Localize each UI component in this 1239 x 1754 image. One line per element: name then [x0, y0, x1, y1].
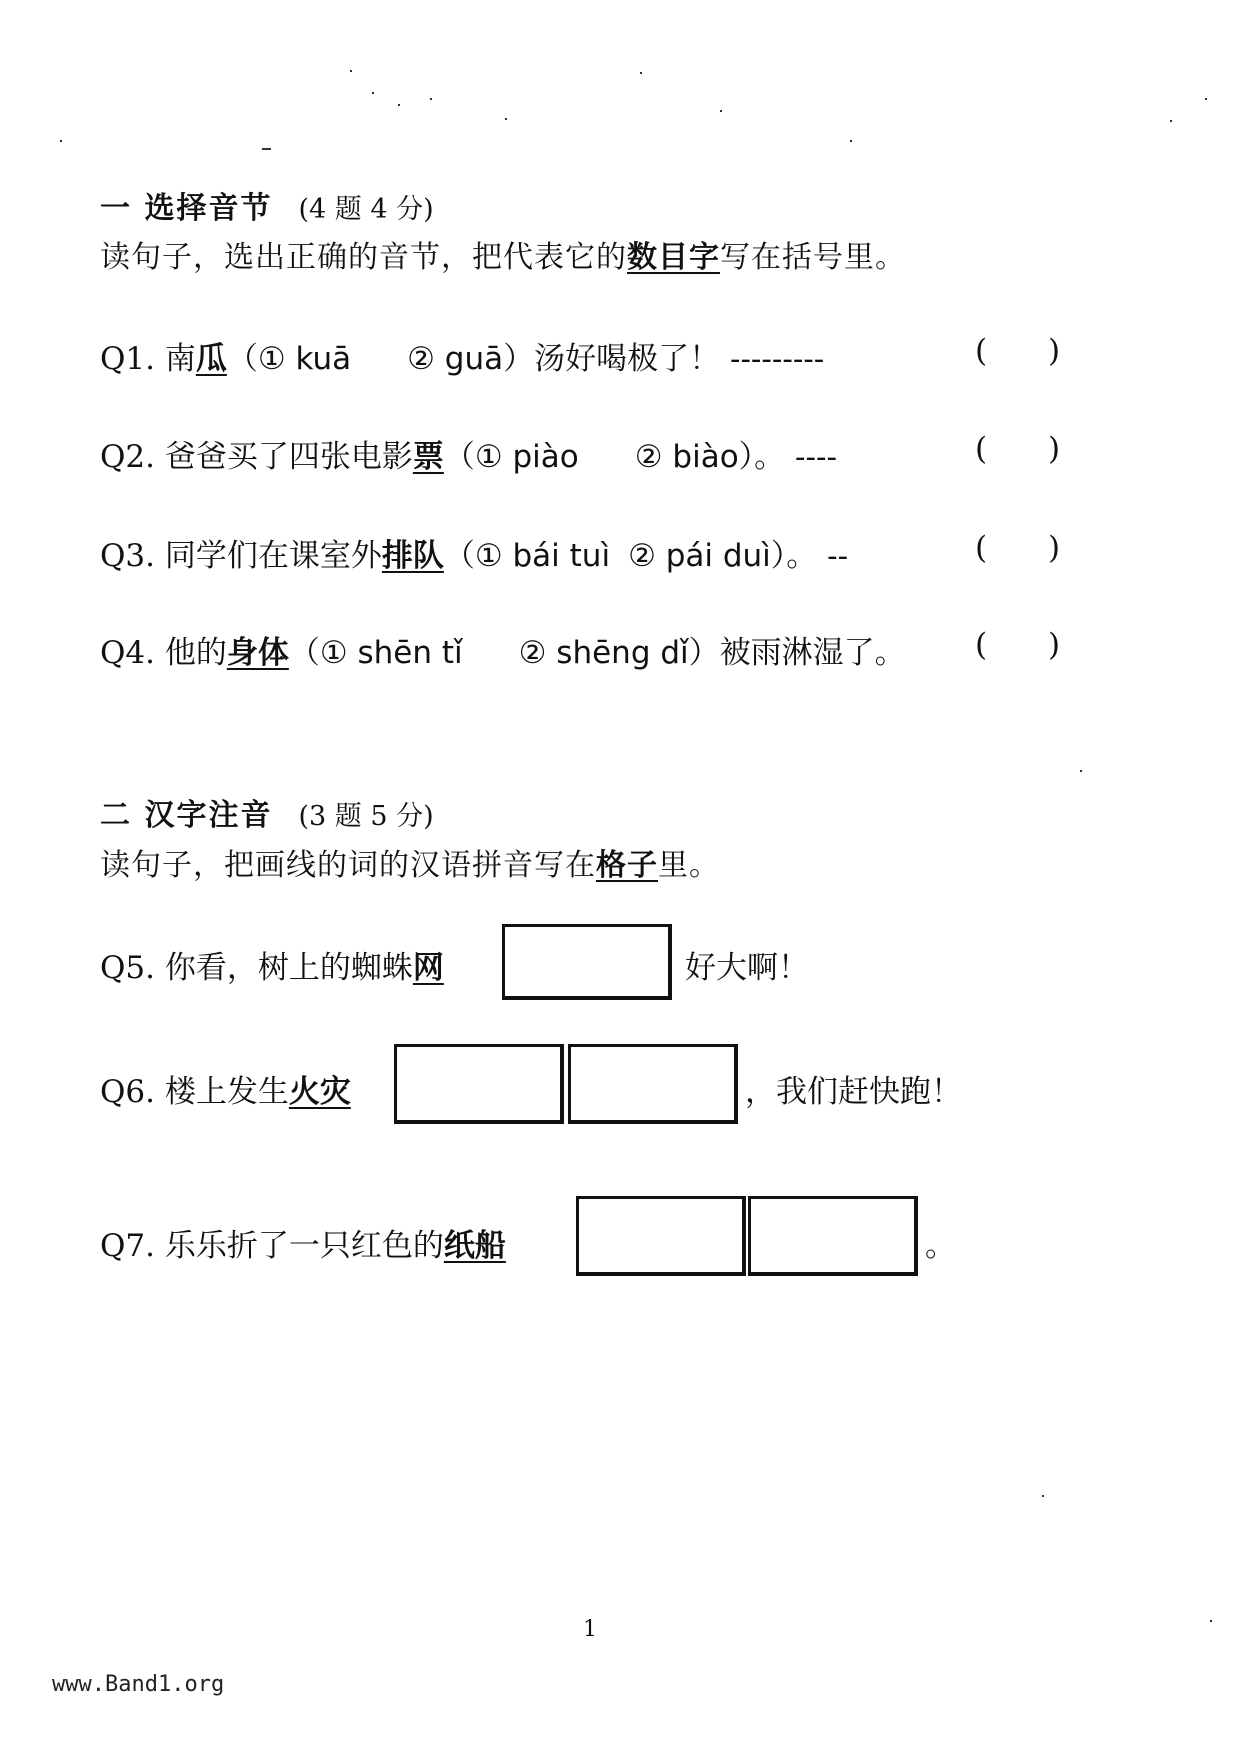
instruction-text: 读句子，选出正确的音节，把代表它的	[100, 240, 627, 275]
answer-paren-q1-close	[1048, 333, 1060, 369]
section-1-points: (4 题 4 分)	[298, 194, 434, 225]
option-2[interactable]: ② guā	[407, 341, 504, 377]
answer-leader: --	[827, 538, 849, 574]
scan-speck	[505, 118, 507, 120]
question-key-word: 排队	[381, 538, 444, 574]
instruction-text: 里。	[658, 848, 720, 883]
scan-speck	[1042, 1495, 1044, 1497]
instruction-key: 格子	[596, 848, 658, 883]
paren-open: (	[975, 627, 988, 663]
option-1[interactable]: ① kuā	[257, 341, 352, 377]
option-2[interactable]: ② biào	[634, 439, 739, 475]
paren-open: (	[975, 333, 988, 369]
question-q4: Q4. 他的身体（① shēn tǐ ② shēng dǐ）被雨淋湿了。	[100, 635, 906, 671]
pinyin-answer-box[interactable]	[568, 1044, 738, 1124]
question-text: 他的	[164, 635, 227, 671]
scan-speck	[372, 92, 374, 94]
answer-paren-q3-close	[1048, 530, 1060, 566]
question-key-word: 纸船	[443, 1228, 506, 1264]
question-number: Q4.	[100, 635, 155, 671]
section-1-heading	[100, 183, 434, 227]
scan-speck	[1205, 98, 1207, 100]
question-text: ，我们赶快跑！	[745, 1074, 962, 1110]
page-number: 1	[583, 1617, 597, 1642]
scan-speck	[720, 110, 722, 112]
option-1[interactable]: ① shēn tǐ	[319, 635, 463, 671]
question-text: 同学们在课室外	[164, 538, 382, 574]
paren-open: (	[975, 431, 988, 467]
question-text: 爸爸买了四张电影	[164, 439, 413, 475]
question-text: 楼上发生	[164, 1074, 289, 1110]
question-q6-tail	[745, 1066, 962, 1111]
question-text: 。	[925, 1228, 956, 1264]
answer-paren-q4[interactable]	[975, 627, 987, 663]
question-q7-tail	[925, 1220, 956, 1265]
question-q7	[100, 1220, 506, 1265]
scan-speck	[430, 98, 432, 100]
scan-speck	[350, 70, 352, 72]
paren-open: (	[975, 530, 988, 566]
question-q5	[100, 942, 444, 987]
answer-paren-q2-close	[1048, 431, 1060, 467]
scan-speck	[60, 140, 62, 142]
question-number: Q3.	[100, 538, 155, 574]
scan-speck	[640, 72, 642, 74]
answer-paren-q2[interactable]	[975, 431, 987, 467]
question-text: 你看，树上的蜘蛛	[164, 950, 413, 986]
question-text: 好大啊！	[685, 950, 809, 986]
pinyin-answer-box[interactable]	[502, 924, 672, 1000]
question-key-word: 网	[412, 950, 444, 986]
answer-paren-q1[interactable]	[975, 333, 987, 369]
question-number: Q1.	[100, 341, 155, 377]
section-1-title: 一 选择音节	[100, 191, 273, 226]
paren-close: )	[1048, 431, 1061, 467]
instruction-key: 数目字	[627, 240, 720, 275]
scan-speck	[262, 148, 271, 150]
scan-speck	[398, 104, 400, 106]
question-key-word: 票	[412, 439, 444, 475]
footer-url[interactable]: www.Band1.org	[52, 1672, 225, 1697]
option-2[interactable]: ② shēng dǐ	[518, 635, 689, 671]
instruction-text: 写在括号里。	[720, 240, 906, 275]
option-1[interactable]: ① piào	[474, 439, 579, 475]
pinyin-answer-box[interactable]	[576, 1196, 746, 1276]
section-2-title: 二 汉字注音	[100, 798, 273, 833]
answer-paren-q4-close	[1048, 627, 1060, 663]
option-1[interactable]: ① bái tuì	[474, 538, 611, 574]
scan-speck	[1210, 1620, 1212, 1622]
answer-leader: ----	[795, 439, 837, 475]
scan-speck	[850, 140, 852, 142]
question-q6	[100, 1066, 351, 1111]
question-text: 南	[164, 341, 196, 377]
question-q3: Q3. 同学们在课室外排队（① bái tuì ② pái duì）。 --	[100, 538, 849, 574]
question-number: Q6.	[100, 1074, 155, 1110]
question-q5-tail	[685, 942, 809, 987]
question-number: Q5.	[100, 950, 155, 986]
paren-close: )	[1048, 530, 1061, 566]
section-2-points: (3 题 5 分)	[298, 801, 434, 832]
answer-leader: ---------	[729, 341, 825, 377]
question-q1: Q1. 南瓜（① kuā ② guā）汤好喝极了！ ---------	[100, 341, 825, 377]
question-key-word: 身体	[226, 635, 289, 671]
scan-speck	[1170, 120, 1172, 122]
question-text: 。	[786, 538, 818, 574]
section-2-instruction	[100, 840, 720, 884]
paren-close: )	[1048, 627, 1061, 663]
question-text: 。	[754, 439, 786, 475]
question-text: 汤好喝极了！	[534, 341, 721, 377]
pinyin-answer-box[interactable]	[394, 1044, 564, 1124]
question-key-word: 火灾	[288, 1074, 351, 1110]
question-number: Q2.	[100, 439, 155, 475]
question-q2: Q2. 爸爸买了四张电影票（① piào ② biào）。 ----	[100, 439, 837, 475]
paren-close: )	[1048, 333, 1061, 369]
question-text: 乐乐折了一只红色的	[164, 1228, 444, 1264]
pinyin-answer-box[interactable]	[748, 1196, 918, 1276]
instruction-text: 读句子，把画线的词的汉语拼音写在	[100, 848, 596, 883]
question-key-word: 瓜	[195, 341, 227, 377]
answer-paren-q3[interactable]	[975, 530, 987, 566]
section-1-instruction	[100, 232, 906, 276]
question-text: 被雨淋湿了。	[719, 635, 906, 671]
question-number: Q7.	[100, 1228, 155, 1264]
option-2[interactable]: ② pái duì	[628, 538, 771, 574]
scan-speck	[1080, 770, 1082, 772]
section-2-heading	[100, 790, 434, 834]
